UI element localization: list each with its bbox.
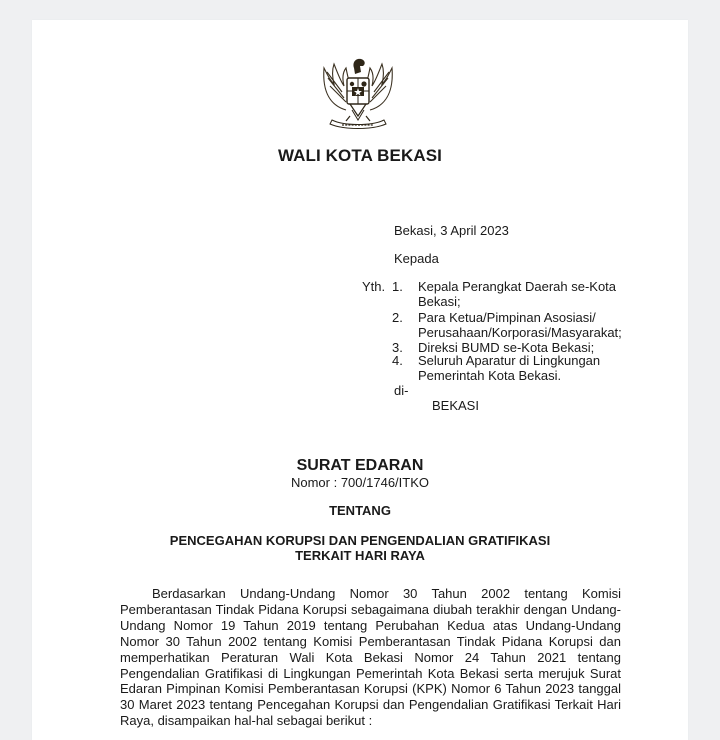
document-type: SURAT EDARAN — [296, 457, 424, 474]
subject-line-2: TERKAIT HARI RAYA — [295, 548, 425, 563]
recipient-line: Kepala Perangkat Daerah se-Kota — [418, 279, 617, 294]
recipient-line: Bekasi; — [418, 294, 461, 309]
recipient-line: Pemerintah Kota Bekasi. — [418, 368, 562, 383]
place-date: Bekasi, 3 April 2023 — [394, 223, 509, 238]
about-label: TENTANG — [329, 503, 391, 518]
body-paragraph: Berdasarkan Undang-Undang Nomor 30 Tahun 2002 tentang Komisi Pemberantasan Tindak Pidana Korupsi sebagaimana diubah terakhir dengan Undang-Undang Nomor 19 Tahun 2019 tentang Perubahan Kedua atas Undang-Undang Nomor 30 Tahun 2002 tentang Komisi Pemberantasan Tindak Pidana Korupsi dan memperhatikan Peraturan Wali Kota Bekasi Nomor 24 Tahun 2021 tentang Pengendalian Gratifikasi di Lingkungan Pemerintah Kota Bekasi serta merujuk Surat Edaran Pimpinan Komisi Pemberantasan Korupsi (KPK) Nomor 6 Tahun 2023 tanggal 30 Maret 2023 tentang Pencegahan Korupsi dan Pengendalian Gratifikasi Terkait Hari Raya, disampaikan hal-hal sebagai berikut : — [120, 586, 621, 729]
document-number: Nomor : 700/1746/ITKO — [290, 475, 429, 490]
recipient-line: Para Ketua/Pimpinan Asosiasi/ — [418, 310, 596, 325]
recipient-number: 4. — [392, 353, 403, 368]
issuer-title: WALI KOTA BEKASI — [277, 146, 443, 165]
recipient-line: Direksi BUMD se-Kota Bekasi; — [418, 340, 595, 355]
garuda-emblem-icon — [316, 54, 400, 136]
recipient-number: 2. — [392, 310, 403, 325]
subject-line-1: PENCEGAHAN KORUPSI DAN PENGENDALIAN GRATIFIKASI — [169, 533, 551, 548]
at-label: di- — [394, 383, 409, 398]
document-page — [32, 20, 688, 740]
recipient-number: 3. — [392, 340, 403, 355]
recipient-line: Seluruh Aparatur di Lingkungan — [418, 353, 601, 368]
salutation: Yth. — [362, 279, 386, 294]
at-place: BEKASI — [432, 398, 479, 413]
recipient-line: Perusahaan/Korporasi/Masyarakat; — [418, 325, 622, 340]
recipient-number: 1. — [392, 279, 403, 294]
to-label: Kepada — [394, 251, 439, 266]
